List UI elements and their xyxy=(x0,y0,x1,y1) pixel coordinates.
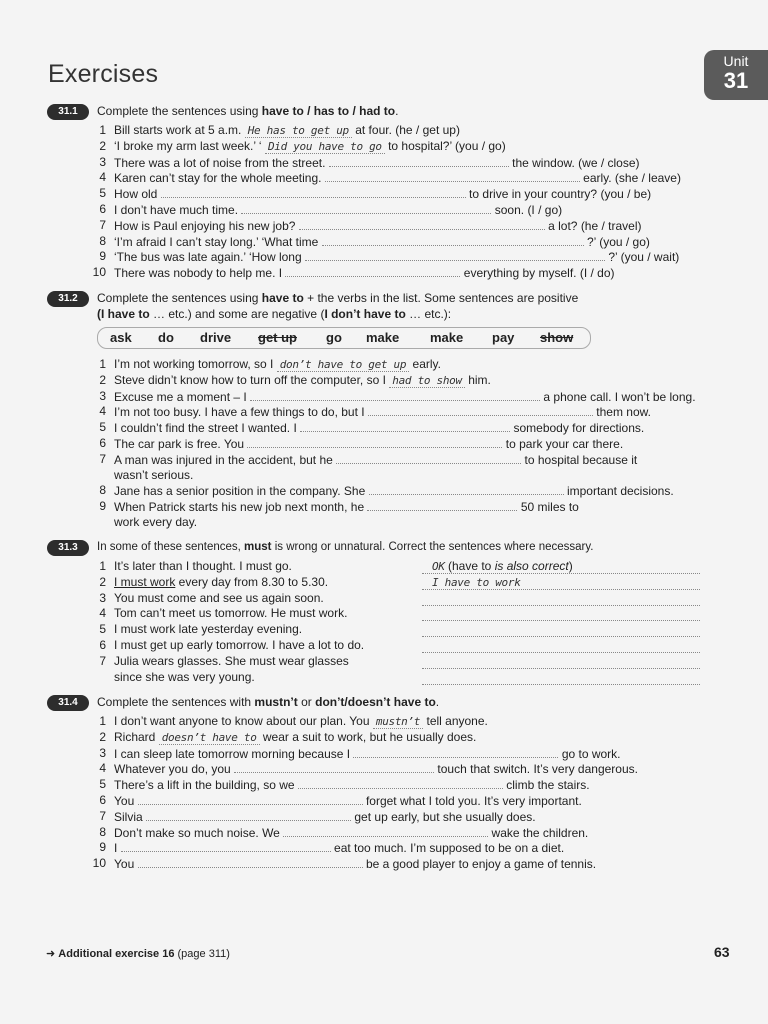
answer-blank[interactable] xyxy=(367,499,517,511)
answer-blank[interactable] xyxy=(283,825,488,837)
sentence-end: to hospital?’ (you / go) xyxy=(388,138,506,153)
exercise-line xyxy=(88,777,700,792)
answer-blank[interactable] xyxy=(121,840,331,852)
item-text xyxy=(114,714,488,729)
item-number: 1 xyxy=(99,714,106,728)
exercise-line xyxy=(88,483,700,498)
sentence-end: them now. xyxy=(596,405,651,420)
answer-blank[interactable] xyxy=(369,483,564,495)
answer-blank[interactable] xyxy=(138,793,363,805)
sentence-start: There was nobody to help me. I xyxy=(114,266,283,281)
item-text xyxy=(114,575,328,590)
item-text xyxy=(114,825,588,841)
answer-line[interactable] xyxy=(422,591,700,606)
sentence-start: Jane has a senior position in the company. She xyxy=(114,484,366,499)
exercise-line xyxy=(88,186,700,201)
item-number: 4 xyxy=(99,761,106,776)
sentence-start: Silvia xyxy=(114,809,143,824)
answer-blank[interactable] xyxy=(329,155,509,167)
answer-note-end: ) xyxy=(568,559,573,573)
sentence-end: get up early, but she usually does. xyxy=(354,809,536,824)
unit-number: 31 xyxy=(723,68,749,93)
word-go: go xyxy=(326,330,342,345)
instr-bold: (I have to xyxy=(97,307,150,321)
handwritten-answer[interactable]: had to show xyxy=(389,374,465,388)
sentence-start: I don’t have much time. xyxy=(114,203,239,217)
answer-blank[interactable] xyxy=(353,746,558,758)
sentence-start: I couldn’t find the street I wanted. I xyxy=(114,421,297,436)
exercise-31-2-instructions xyxy=(97,291,578,306)
answer-line[interactable] xyxy=(422,670,700,685)
sentence-start: Excuse me a moment – I xyxy=(114,389,247,404)
sentence-end: ?’ (you / wait) xyxy=(608,250,680,265)
answer-blank[interactable] xyxy=(322,234,584,246)
item-text-continued: work every day. xyxy=(114,515,198,529)
exercise-31-1-instructions xyxy=(97,104,398,119)
exercise-badge-31-4: 31.4 xyxy=(47,695,89,711)
sentence-end: soon. (I / go) xyxy=(494,203,563,217)
footer-page-ref: (page 311) xyxy=(177,948,230,960)
answer-blank[interactable] xyxy=(336,452,521,464)
sentence-end: a phone call. I won’t be long. xyxy=(543,389,696,404)
item-text xyxy=(114,139,506,154)
item-text xyxy=(114,654,349,669)
item-number: 3 xyxy=(99,388,106,403)
exercise-line xyxy=(88,170,700,185)
item-number: 8 xyxy=(99,483,106,498)
item-number: 2 xyxy=(99,729,106,744)
item-number: 4 xyxy=(99,404,106,419)
item-number: 5 xyxy=(99,777,106,792)
exercise-badge-31-1: 31.1 xyxy=(47,104,89,120)
instr-text: … etc.): xyxy=(405,307,452,321)
answer-blank[interactable] xyxy=(146,809,351,821)
sentence-start: You xyxy=(114,794,135,808)
exercise-line xyxy=(88,714,700,729)
sentence-end: somebody for directions. xyxy=(513,421,645,436)
item-number: 3 xyxy=(99,590,106,605)
sentence-start: Steve didn’t know how to turn off the computer, so I xyxy=(114,372,386,387)
answer-blank[interactable] xyxy=(325,170,580,182)
item-text-continued: wasn’t serious. xyxy=(114,467,194,482)
word-drive: drive xyxy=(200,330,232,345)
item-text xyxy=(114,202,562,218)
sentence-end: ?’ (you / go) xyxy=(586,234,650,249)
exercise-badge-31-2: 31.2 xyxy=(47,291,89,307)
word-make: make xyxy=(366,330,400,345)
sentence-end: to park your car there. xyxy=(505,437,624,451)
instr-bold: have to / has to / had to xyxy=(261,104,396,118)
instr-text: + the verbs in the list. Some sentences are positive xyxy=(303,291,579,305)
footer-text: Additional exercise 16 xyxy=(58,948,175,960)
exercise-line xyxy=(88,265,700,280)
item-text xyxy=(114,606,347,621)
answer-blank[interactable] xyxy=(247,436,502,448)
item-number: 2 xyxy=(99,574,106,589)
exercise-line xyxy=(88,123,700,138)
exercise-line-continued xyxy=(88,515,700,530)
unit-tab xyxy=(704,50,768,100)
exercise-31-2-instructions-line2 xyxy=(97,307,451,322)
sentence-start: How is Paul enjoying his new job? xyxy=(114,218,296,233)
instr-text: In some of these sentences, xyxy=(97,541,245,553)
item-text xyxy=(114,404,651,420)
exercise-line xyxy=(88,420,700,435)
exercise-line xyxy=(88,249,700,264)
exercise-line xyxy=(88,559,700,574)
sentence-start: I xyxy=(114,841,118,856)
item-text xyxy=(114,265,615,281)
sentence-end: the window. (we / close) xyxy=(512,155,640,170)
answer-blank[interactable] xyxy=(300,420,510,432)
sentence-end: climb the stairs. xyxy=(506,778,590,793)
instr-text: … etc.) and some are negative ( xyxy=(149,307,325,321)
exercise-line-continued xyxy=(88,468,700,483)
answer-line[interactable] xyxy=(422,654,700,669)
item-text xyxy=(114,777,590,793)
item-number: 7 xyxy=(99,653,106,668)
sentence-start: The car park is free. You xyxy=(114,437,245,451)
instr-bold: must xyxy=(244,541,272,553)
sentence-end: 50 miles to xyxy=(520,500,579,515)
page-number: 63 xyxy=(714,944,730,960)
exercise-line xyxy=(88,155,700,170)
item-text xyxy=(114,436,623,452)
handwritten-answer[interactable]: Did you have to go xyxy=(265,140,385,154)
item-text xyxy=(114,809,536,825)
sentence-start: Karen can’t stay for the whole meeting. xyxy=(114,171,322,186)
instr-bold: I don’t have to xyxy=(324,307,406,321)
item-number: 8 xyxy=(99,824,106,839)
sentence-end: a lot? (he / travel) xyxy=(548,218,642,233)
sentence-end: go to work. xyxy=(561,746,621,761)
item-text xyxy=(114,591,324,606)
sentence-end: everything by myself. (I / do) xyxy=(463,266,615,281)
answer-blank[interactable] xyxy=(299,218,545,230)
sentence-end: early. (she / leave) xyxy=(583,171,681,186)
sentence-end: forget what I told you. It’s very important. xyxy=(365,794,582,808)
item-number: 5 xyxy=(99,622,106,637)
answer-blank[interactable] xyxy=(285,265,460,277)
answer-blank[interactable] xyxy=(298,777,503,789)
handwritten-answer[interactable]: doesn’t have to xyxy=(159,731,260,745)
exercise-line-continued xyxy=(88,670,700,685)
handwritten-answer[interactable]: OK xyxy=(432,560,445,573)
item-text xyxy=(114,761,638,777)
sentence-end: at four. (he / get up) xyxy=(355,123,460,137)
exercise-line xyxy=(88,436,700,451)
answer-line[interactable] xyxy=(422,575,700,590)
item-text xyxy=(114,155,640,171)
exercise-line xyxy=(88,591,700,606)
exercise-line xyxy=(88,809,700,824)
item-text xyxy=(114,186,651,202)
sentence: I must get up early tomorrow. I have a lot to do. xyxy=(114,638,365,652)
item-text xyxy=(114,638,364,653)
sentence: Tom can’t meet us tomorrow. He must work. xyxy=(114,606,348,621)
item-number: 3 xyxy=(99,745,106,760)
handwritten-answer[interactable]: mustn’t xyxy=(373,715,423,729)
exercise-line xyxy=(88,202,700,217)
handwritten-answer[interactable]: He has to get up xyxy=(245,124,352,138)
answer-blank[interactable] xyxy=(241,202,491,214)
answer-blank[interactable] xyxy=(234,761,434,773)
word-do: do xyxy=(158,330,174,345)
item-text xyxy=(114,793,582,809)
sentence-start: When Patrick starts his new job next month, he xyxy=(114,500,365,515)
instr-text: . xyxy=(435,695,440,709)
answer-line[interactable] xyxy=(422,606,700,621)
sentence-start: There was a lot of noise from the street. xyxy=(114,155,326,170)
item-number: 4 xyxy=(99,606,106,621)
exercise-line xyxy=(88,373,700,388)
instr-bold: have to xyxy=(261,291,304,305)
exercise-line xyxy=(88,793,700,808)
item-text xyxy=(114,389,696,405)
item-text xyxy=(114,559,292,574)
sentence-start: Richard xyxy=(114,729,156,744)
exercise-line xyxy=(88,825,700,840)
instr-text: Complete the sentences with xyxy=(97,695,255,709)
exercise-line xyxy=(88,654,700,669)
answer-note-italic: is also correct xyxy=(491,559,569,573)
answer-blank[interactable] xyxy=(305,249,605,261)
sentence-start: There’s a lift in the building, so we xyxy=(114,778,295,793)
sentence-start: I don’t want anyone to know about our plan. You xyxy=(114,714,370,728)
sentence-start: You xyxy=(114,857,135,872)
item-text xyxy=(114,856,596,872)
exercise-line xyxy=(88,575,700,590)
sentence-start: How old xyxy=(114,187,158,202)
instr-bold: mustn’t xyxy=(254,695,298,709)
page-title: Exercises xyxy=(48,60,159,88)
sentence-end: eat too much. I’m supposed to be on a diet. xyxy=(334,841,565,856)
sentence: It’s later than I thought. I must go. xyxy=(114,559,292,573)
item-text xyxy=(114,373,491,388)
item-text xyxy=(114,249,679,265)
item-text xyxy=(114,218,642,234)
answer-blank[interactable] xyxy=(138,856,363,868)
item-text xyxy=(114,840,564,856)
exercise-badge-31-3: 31.3 xyxy=(47,540,89,556)
exercise-31-3-instructions xyxy=(97,540,593,555)
item-number: 4 xyxy=(99,170,106,185)
sentence-end: wear a suit to work, but he usually does. xyxy=(262,729,477,744)
exercise-line xyxy=(88,452,700,467)
instr-text: is wrong or unnatural. Correct the sentences where necessary. xyxy=(271,541,594,553)
item-number: 5 xyxy=(99,186,106,201)
exercise-line xyxy=(88,139,700,154)
item-text xyxy=(114,483,674,499)
item-text xyxy=(114,622,302,637)
item-text-continued: since she was very young. xyxy=(114,669,255,684)
item-number: 2 xyxy=(99,138,106,153)
sentence-start: A man was injured in the accident, but he xyxy=(114,452,333,467)
item-text xyxy=(114,730,476,745)
item-number: 1 xyxy=(99,559,106,573)
item-number: 9 xyxy=(99,499,106,514)
sentence-start: I can sleep late tomorrow morning because I xyxy=(114,746,351,761)
exercise-line xyxy=(88,499,700,514)
word-list-box xyxy=(97,327,591,349)
exercise-line xyxy=(88,357,700,372)
item-text xyxy=(114,452,637,468)
item-number: 6 xyxy=(99,202,106,216)
item-number: 7 xyxy=(99,808,106,823)
answer-line[interactable] xyxy=(422,559,700,574)
sentence-start: ‘The bus was late again.’ ‘How long xyxy=(114,250,302,265)
item-number: 9 xyxy=(99,249,106,264)
sentence-end: important decisions. xyxy=(566,484,674,499)
exercise-line xyxy=(88,404,700,419)
word-ask: ask xyxy=(110,330,132,345)
item-number: 7 xyxy=(99,217,106,232)
item-number: 1 xyxy=(99,123,106,137)
item-number: 10 xyxy=(92,856,106,871)
item-text xyxy=(114,499,579,515)
word-get-up: get up xyxy=(258,330,297,345)
sentence-end: be a good player to enjoy a game of tennis. xyxy=(365,857,597,872)
sentence: You must come and see us again soon. xyxy=(114,590,324,605)
sentence-end: to drive in your country? (you / be) xyxy=(469,187,652,202)
arrow-right-icon: ➜ xyxy=(46,948,56,960)
footer-link[interactable] xyxy=(46,947,230,960)
answer-blank[interactable] xyxy=(368,404,593,416)
word-pay: pay xyxy=(492,330,515,345)
sentence-end: wake the children. xyxy=(491,825,589,840)
sentence-start: ‘I’m afraid I can’t stay long.’ ‘What time xyxy=(114,234,319,249)
item-number: 5 xyxy=(99,420,106,435)
exercise-31-4-instructions xyxy=(97,695,439,710)
item-number: 7 xyxy=(99,451,106,466)
sentence: every day from 8.30 to 5.30. xyxy=(175,574,329,589)
sentence-start: ‘I broke my arm last week.’ ‘ xyxy=(114,138,262,153)
item-text xyxy=(114,420,644,436)
exercise-line xyxy=(88,761,700,776)
exercise-line xyxy=(88,234,700,249)
item-text xyxy=(114,357,441,372)
sentence-start: Bill starts work at 5 a.m. xyxy=(114,123,245,137)
sentence-end: to hospital because it xyxy=(524,452,638,467)
sentence: Julia wears glasses. She must wear glasses xyxy=(114,653,349,668)
handwritten-answer[interactable]: I have to work xyxy=(432,575,521,589)
item-number: 1 xyxy=(99,357,106,371)
unit-label: Unit xyxy=(723,53,749,69)
sentence-end: early. xyxy=(412,357,441,371)
underlined-phrase: I must work xyxy=(114,574,176,589)
sentence-end: him. xyxy=(468,372,491,387)
item-text xyxy=(114,123,460,138)
item-number: 6 xyxy=(99,638,106,652)
sentence-start: Don’t make so much noise. We xyxy=(114,825,280,840)
item-number: 3 xyxy=(99,154,106,169)
answer-blank[interactable] xyxy=(161,186,466,198)
item-number: 8 xyxy=(99,233,106,248)
word-show: show xyxy=(540,330,574,345)
sentence-end: tell anyone. xyxy=(426,714,488,728)
instr-text: Complete the sentences using xyxy=(97,291,262,305)
item-text xyxy=(114,170,681,186)
exercise-line xyxy=(88,730,700,745)
handwritten-answer[interactable]: don’t have to get up xyxy=(277,358,409,372)
item-number: 10 xyxy=(92,265,106,280)
item-number: 2 xyxy=(99,372,106,387)
answer-line[interactable] xyxy=(422,638,700,653)
sentence-start: I’m not too busy. I have a few things to do, but I xyxy=(114,405,365,420)
exercise-line xyxy=(88,622,700,637)
instr-bold: don’t/doesn’t have to xyxy=(315,695,436,709)
exercise-line xyxy=(88,840,700,855)
exercise-line xyxy=(88,218,700,233)
instr-text: Complete the sentences using xyxy=(97,104,262,118)
item-number: 9 xyxy=(99,840,106,855)
sentence-end: touch that switch. It’s very dangerous. xyxy=(437,762,638,777)
word-make-2: make xyxy=(430,330,464,345)
item-number: 6 xyxy=(99,793,106,807)
answer-blank[interactable] xyxy=(250,389,540,401)
exercise-line xyxy=(88,638,700,653)
sentence-start: Whatever you do, you xyxy=(114,762,231,777)
exercise-line xyxy=(88,389,700,404)
sentence-start: I’m not working tomorrow, so I xyxy=(114,357,274,371)
answer-note: (have to xyxy=(448,559,492,573)
item-text xyxy=(114,234,650,250)
exercise-line xyxy=(88,856,700,871)
answer-line[interactable] xyxy=(422,622,700,637)
item-text xyxy=(114,746,621,762)
sentence: I must work late yesterday evening. xyxy=(114,622,303,637)
exercise-line xyxy=(88,746,700,761)
item-number: 6 xyxy=(99,436,106,450)
instr-text: . xyxy=(395,104,399,118)
exercise-line xyxy=(88,606,700,621)
instr-text: or xyxy=(297,695,316,709)
